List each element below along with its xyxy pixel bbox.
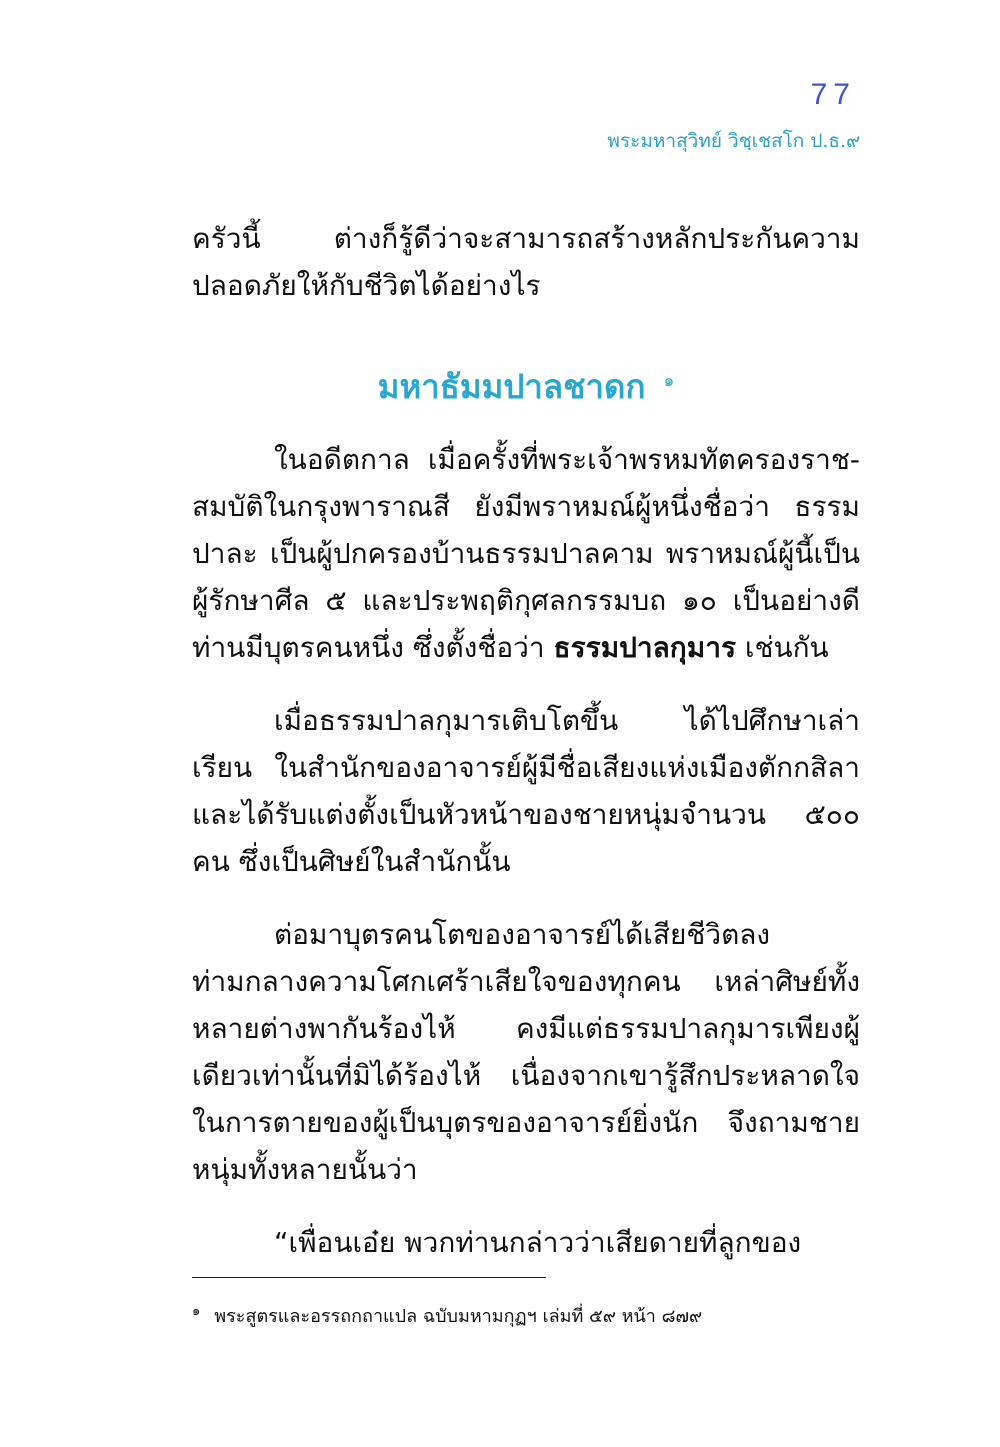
section-heading: [192, 360, 860, 413]
main-text-block: [192, 436, 860, 1266]
paragraph-4: “เพื่อนเอ๋ย พวกท่านกล่าวว่าเสียดายที่ลูกของ: [274, 1226, 802, 1259]
paragraph-1-text: ในอดีตกาล เมื่อครั้งที่พระเจ้าพรหมทัตครองราช-สมบัติในกรุงพาราณสี ยังมีพราหมณ์ผู้หนึ่งชื่อว่า ธรรมปาละ เป็นผู้ปกครองบ้านธรรมปาลคาม พราหมณ์ผู้นี้เป็นผู้รักษาศีล ๕ และประพฤติกุศลกรรมบถ ๑๐ เป็นอย่างดี ท่านมีบุตรคนหนึ่ง ซึ่งตั้งชื่อว่า: [192, 443, 860, 664]
section-title: มหาธัมมปาลชาดก: [377, 367, 646, 406]
paragraph-1: [192, 436, 860, 671]
paragraph-2: เมื่อธรรมปาลกุมารเติบโตขึ้น ได้ไปศึกษาเล่าเรียน ในสำนักของอาจารย์ผู้มีชื่อเสียงแห่งเมืองตักกสิลา และได้รับแต่งตั้งเป็นหัวหน้าของชายหนุ่มจำนวน ๕๐๐ คน ซึ่งเป็นศิษย์ในสำนักนั้น: [192, 704, 860, 878]
page-number: 77: [810, 78, 856, 111]
paragraph-3: ต่อมาบุตรคนโตของอาจารย์ได้เสียชีวิตลง ท่ามกลางความโศกเศร้าเสียใจของทุกคน เหล่าศิษย์ทั้งหลายต่างพากันร้องไห้ คงมีแต่ธรรมปาลกุมารเพียงผู้เดียวเท่านั้นที่มิได้ร้องไห้ เนื่องจากเขารู้สึกประหลาดใจในการตายของผู้เป็นบุตรของอาจารย์ยิ่งนัก จึงถามชายหนุ่มทั้งหลายนั้นว่า: [192, 918, 860, 1186]
intro-text-block: [192, 215, 860, 309]
footnote: [192, 1300, 702, 1330]
paragraph-1-bold-name: ธรรมปาลกุมาร: [553, 631, 736, 664]
footnote-marker: ๑: [192, 1304, 201, 1319]
footnote-text: พระสูตรและอรรถกถาแปล ฉบับมหามกุฏฯ เล่มที่ ๕๙ หน้า ๘๗๙: [214, 1306, 703, 1327]
paragraph-1-end: เช่นกัน: [744, 631, 829, 664]
section-footnote-marker[interactable]: ๑: [663, 371, 675, 391]
footnote-divider: [192, 1277, 546, 1278]
intro-paragraph: ครัวนี้ ต่างก็รู้ดีว่าจะสามารถสร้างหลักประกันความปลอดภัยให้กับชีวิตได้อย่างไร: [192, 222, 860, 302]
running-header-author: พระมหาสุวิทย์ วิชฺเชสโก ป.ธ.๙: [607, 130, 860, 152]
